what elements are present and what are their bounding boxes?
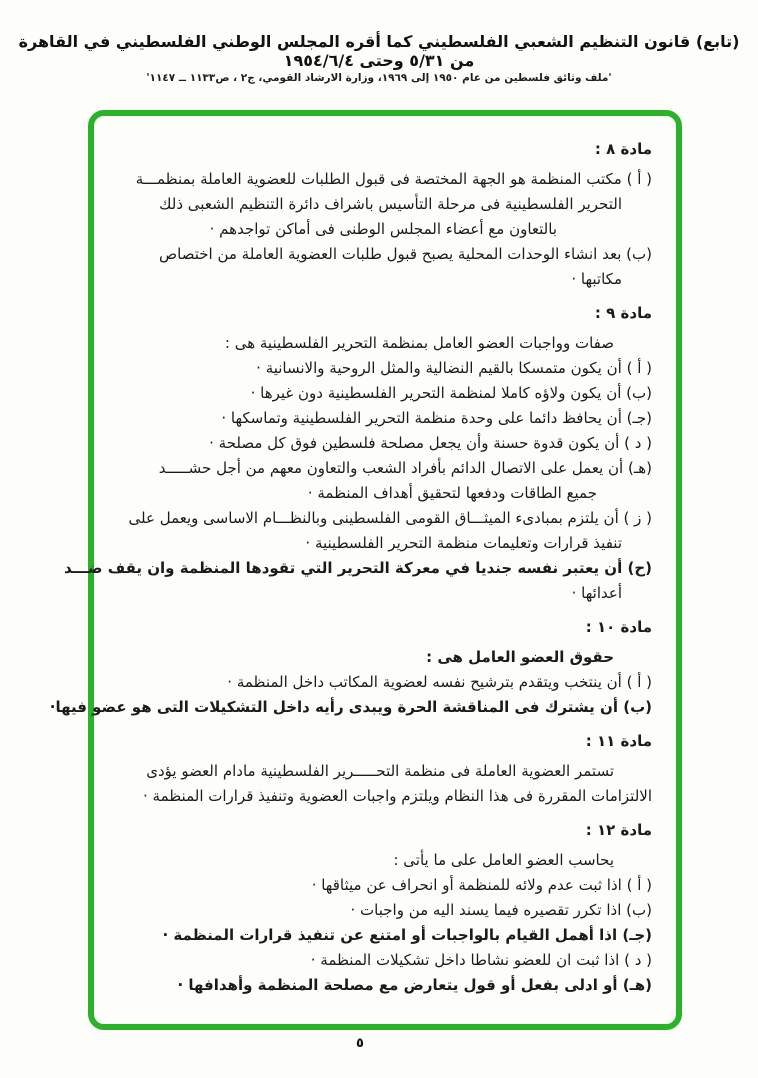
- article-11-heading: مادة ١١ :: [585, 732, 652, 750]
- article-8-item-b-line1: (ب) بعد انشاء الوحدات المحلية يصبح قبول طلبات العضوية العاملة من اختصاص: [159, 245, 652, 263]
- article-8-item-b-line2: مكاتبها ·: [571, 270, 622, 288]
- article-12-item-h: (هـ) أو ادلى بفعل أو قول يتعارض مع مصلحة المنظمة وأهدافها ·: [177, 976, 652, 994]
- article-11-para-line2: الالتزامات المقررة فى هذا النظام ويلتزم واجبات العضوية وتنفيذ قرارات المنظمة ·: [143, 787, 652, 805]
- article-9-item-a: ( أ ) أن يكون متمسكا بالقيم النضالية والمثل الروحية والانسانية ·: [256, 359, 652, 377]
- article-12-intro: يحاسب العضو العامل على ما يأتى :: [393, 851, 614, 869]
- article-12-item-b: (ب) اذا تكرر تقصيره فيما يسند اليه من واجبات ·: [350, 901, 652, 919]
- article-9-item-b: (ب) أن يكون ولاؤه كاملا لمنظمة التحرير الفلسطينية دون غيرها ·: [250, 384, 652, 402]
- article-11-para-line1: تستمر العضوية العاملة فى منظمة التحـــــرير الفلسطينية مادام العضو يؤدى: [146, 762, 614, 780]
- article-9-item-hh-line2: أعدائها ·: [571, 584, 622, 602]
- article-10-item-a: ( أ ) أن ينتخب ويتقدم بترشيح نفسه لعضوية المكاتب داخل المنظمة ·: [227, 673, 652, 691]
- article-8-item-a-line3: بالتعاون مع أعضاء المجلس الوطنى فى أماكن تواجدهم ·: [209, 220, 557, 238]
- article-12-heading: مادة ١٢ :: [585, 821, 652, 839]
- article-8-item-a-line2: التحرير الفلسطينية فى مرحلة التأسيس باشراف دائرة التنظيم الشعبى ذلك: [159, 195, 622, 213]
- article-12-item-j: (جـ) اذا أهمل القيام بالواجبات أو امتنع عن تنفيذ قرارات المنظمة ·: [162, 926, 652, 944]
- article-9-item-h-line2: جميع الطاقات ودفعها لتحقيق أهداف المنظمة ·: [307, 484, 597, 502]
- article-9-item-z-line2: تنفيذ قرارات وتعليمات منظمة التحرير الفلسطينية ·: [305, 534, 622, 552]
- article-8-heading: مادة ٨ :: [594, 140, 652, 158]
- article-9-item-z-line1: ( ز ) أن يلتزم بمبادىء الميثـــاق القومى الفلسطينى وبالنظـــام الاساسى ويعمل على: [128, 509, 652, 527]
- article-9-item-hh-line1: (ح) أن يعتبر نفسه جنديا في معركة التحرير التي تقودها المنظمة وان يقف ضـــد: [63, 559, 652, 577]
- article-8-item-a-line1: ( أ ) مكتب المنظمة هو الجهة المختصة فى قبول الطلبات للعضوية العاملة بمنظمـــة: [135, 170, 652, 188]
- page-number: ٥: [356, 1036, 364, 1051]
- article-10-intro: حقوق العضو العامل هى :: [426, 648, 614, 666]
- article-9-intro: صفات وواجبات العضو العامل بمنظمة التحرير الفلسطينية هى :: [224, 334, 614, 352]
- article-10-item-b: (ب) أن يشترك فى المناقشة الحرة ويبدى رأيه داخل التشكيلات التى هو عضو فيها·: [49, 698, 652, 716]
- article-9-item-j: (جـ) أن يحافظ دائما على وحدة منظمة التحرير الفلسطينية وتماسكها ·: [221, 409, 652, 427]
- article-9-item-h-line1: (هـ) أن يعمل على الاتصال الدائم بأفراد الشعب والتعاون معهم من أجل حشـــــد: [158, 459, 652, 477]
- law-text-panel: [49, 110, 682, 1030]
- article-9-item-d: ( د ) أن يكون قدوة حسنة وأن يجعل مصلحة فلسطين فوق كل مصلحة ·: [209, 434, 652, 452]
- article-10-heading: مادة ١٠ :: [585, 618, 652, 636]
- article-9-heading: مادة ٩ :: [594, 304, 652, 322]
- article-12-item-a: ( أ ) اذا ثبت عدم ولائه للمنظمة أو انحراف عن ميثاقها ·: [311, 876, 652, 894]
- source-citation: 'ملف وثائق فلسطين من عام ١٩٥٠ إلى ١٩٦٩، وزارة الارشاد القومي، ج٢ ، ص١١٣٣ ــ ١١٤٧': [146, 72, 612, 84]
- document-title: (تابع) قانون التنظيم الشعبي الفلسطيني كما أقره المجلس الوطني الفلسطيني في القاهرة من ٥/٣١ وحتى ١٩٥٤/٦/٤: [18, 32, 740, 70]
- article-12-item-d: ( د ) اذا ثبت ان للعضو نشاطا داخل تشكيلات المنظمة ·: [310, 951, 652, 969]
